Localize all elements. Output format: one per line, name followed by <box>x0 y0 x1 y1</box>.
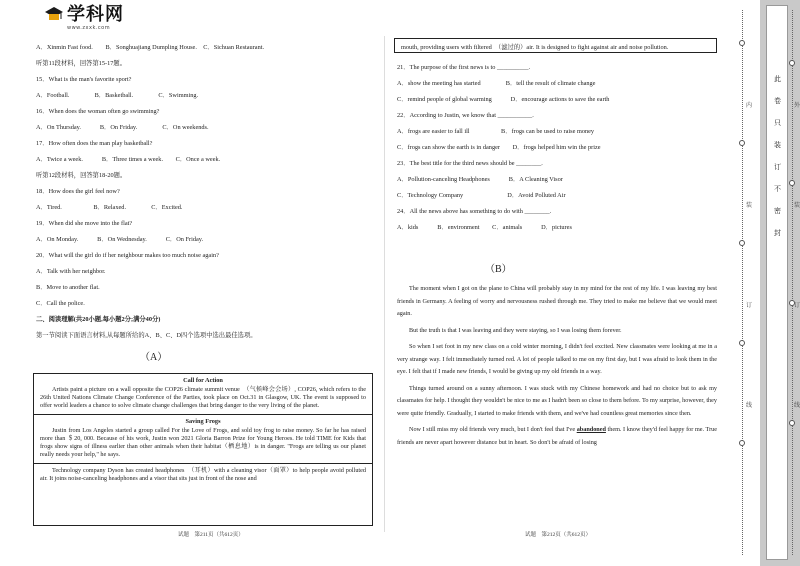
binding-char: 密 <box>774 207 781 215</box>
answer-line: A．Xinmin Fast food. B．Songhuajiang Dumpling House. C．Sichuan Restaurant. <box>36 44 265 51</box>
cut-line-right <box>792 10 793 555</box>
section-b-heading: （B） <box>485 264 512 275</box>
passage-paragraph: The moment when I got on the plane to China will probably stay in my mind for the rest of my life. I was leaving my best friends in Germany. A feeling of worry and nervousness rushed through me. They tried to make me believe that we would meet again. <box>397 285 717 317</box>
answer-line: A．Talk with her neighbor. <box>36 268 106 275</box>
question-line: 21．The purpose of the first news is to __________. <box>397 64 531 71</box>
question-line: 22．According to Justin, we know that ___________. <box>397 112 534 119</box>
box-divider <box>34 414 372 415</box>
answer-line: A．show the meeting has started B．tell the result of climate change <box>397 80 596 87</box>
answer-line: B．Move to another flat. <box>36 284 100 291</box>
section-a-heading: （A） <box>140 352 168 363</box>
box-paragraph: Justin from Los Angeles started a group called For the Love of Frogs, and sold toy frog to raise money. So far he has raised more than ＄20, 000. Because of his work, Justin won 2021 Gloria Barron Prize for Young Heroes. He told TIME for Kids that frogs show signs of illness earlier than other animals when their habitat（栖息地）is in danger. "Frogs are telling us our planet really needs your help," he says. <box>40 427 366 458</box>
instruction-line: 听第12段材料，回答第18-20题。 <box>36 172 127 179</box>
underlined-word: abandoned <box>576 426 606 433</box>
answer-line: A．Tired. B．Relaxed. C．Excited. <box>36 204 183 211</box>
binding-label: 订 <box>746 302 753 309</box>
ring-icon <box>739 440 745 446</box>
ring-icon <box>739 340 745 346</box>
answer-line: A．Football. B．Basketball. C．Swimming. <box>36 92 199 99</box>
binding-char: 此 <box>774 75 781 83</box>
binding-char: 封 <box>774 229 781 237</box>
ring-icon <box>789 60 795 66</box>
page-footer-left: 试题 第211页（共612页） <box>178 532 244 538</box>
question-line: 20．What will the girl do if her neighbour makes too much noise again? <box>36 252 219 259</box>
ring-icon <box>739 240 745 246</box>
answer-line: C．Technology Company D．Avoid Polluted Air <box>397 192 566 199</box>
box-paragraph: Technology company Dyson has created headphones （耳机）with a cleaning visor（面罩）to help people avoid polluted air. It joins noise-canceling headphones and a visor that sits just in front of the nose and <box>40 467 366 482</box>
binding-char: 卷 <box>774 97 781 105</box>
binding-label: 订 <box>794 302 800 309</box>
box-paragraph: Artists paint a picture on a wall opposite the COP26 climate summit venue （气候峰会会场）, COP26, which refers to the 26th United Nations Climate Change Conference of the Parties, took place on Oct.31 in Glasgow, UK. The event is supposed to offer world leaders a chance to solve climate change challenges that bring danger to the very living of the planet. <box>40 386 366 409</box>
passage-paragraph: Things turned around on a sunny afternoon. I was stuck with my Chinese homework and had no choice but to ask my classmates for help. I thought they wouldn't be nice to me as I hadn't been so close to them before. To my surprise, however, they were quite friendly. Gradually, I started to make friends with them, and we've had countless great memories since then. <box>397 384 717 417</box>
answer-line: C．remind people of global warming D．encourage actions to save the earth <box>397 96 610 103</box>
page-footer-right: 试题 第212页（共612页） <box>525 532 592 538</box>
answer-line: A．On Thursday. B．On Friday. C．On weekends. <box>36 124 209 131</box>
question-line: 16．When does the woman often go swimming? <box>36 108 160 115</box>
column-divider <box>384 36 385 532</box>
question-line: 15．What is the man's favorite sport? <box>36 76 132 83</box>
passage-paragraph <box>397 424 717 449</box>
binding-char: 装 <box>774 141 781 149</box>
binding-label: 内 <box>746 102 753 109</box>
box-divider <box>34 463 372 464</box>
passage-paragraph: But the truth is that I was leaving and they were staying, so I was losing them forever. <box>409 326 622 334</box>
passage-text: them. I know they'd feel happy for me. True friends are never apart however distance but in heart. So don't be afraid of losing <box>397 426 717 446</box>
passage-box-a <box>33 373 373 526</box>
answer-line: A．On Monday. B．On Wednesday. C．On Friday. <box>36 236 204 243</box>
answer-line: A．kids B．environment C．animals D．pictures <box>397 224 572 231</box>
ring-icon <box>789 420 795 426</box>
question-line: 17．How often does the man play basketball? <box>36 140 153 147</box>
binding-white-strip <box>766 5 788 560</box>
logo-site: www.zxxk.com <box>67 25 111 31</box>
box-title-call-for-action: Call for Action <box>183 377 223 384</box>
question-line: 23．The best title for the third news should be ________. <box>397 160 543 167</box>
instruction-line: 听第11段材料，回答第15-17题。 <box>36 60 127 67</box>
logo-brand: 学科网 <box>67 4 124 25</box>
graduation-cap-icon <box>44 6 64 24</box>
answer-line: C．Call the police. <box>36 300 85 307</box>
cut-line-left <box>742 10 743 555</box>
question-line: 18．How does the girl feel now? <box>36 188 120 195</box>
binding-label: 装 <box>746 202 753 209</box>
binding-label: 外 <box>794 102 800 109</box>
question-line: 24．All the news above has something to do with ________. <box>397 208 552 215</box>
binding-char: 不 <box>774 185 781 193</box>
logo <box>44 6 124 36</box>
answer-line: A．Twice a week. B．Three times a week. C．Once a week. <box>36 156 221 163</box>
ring-icon <box>739 140 745 146</box>
binding-char: 只 <box>774 119 781 127</box>
binding-label: 线 <box>746 402 753 409</box>
passage-paragraph: So when I set foot in my new class on a cold winter morning, I didn't feel excited. New classmates were looking at me in a very strange way. I felt immediately turned red. A lot of people talked to me on my first day, but I was afraid to look them in the eye. I felt that if I made new friends, I would be giving up my old friends in a way. <box>397 343 717 375</box>
passage-text: Now I still miss my old friends very much, but I don't feel that I've <box>409 426 577 433</box>
answer-line: A．Pollution-canceling Headphones B．A Cleaning Visor <box>397 176 563 183</box>
question-line: 19．When did she move into the flat? <box>36 220 133 227</box>
binding-margin <box>738 0 800 566</box>
ring-icon <box>789 180 795 186</box>
box-paragraph: mouth, providing users with filtered （滤过的）air. It is designed to fight against air and noise pollution. <box>401 44 669 51</box>
binding-char: 订 <box>774 163 781 171</box>
answer-line: A．frogs are easier to fall ill B．frogs can be used to raise money <box>397 128 595 135</box>
part-instructions: 第一节阅读下面语言材料,从每题所给的A、B、C、D四个选项中选出最佳选项。 <box>36 332 257 339</box>
box-title-saving-frogs: Saving Frogs <box>185 418 221 425</box>
answer-line: C．frogs can show the earth is in danger D．frogs helped him win the prize <box>397 144 601 151</box>
part-title: 二、阅读理解(共20小题,每小题2分;满分40分) <box>36 316 161 323</box>
passage-box-a-cont <box>394 38 717 53</box>
binding-label: 装 <box>794 202 800 209</box>
ring-icon <box>739 40 745 46</box>
passage-b <box>397 283 717 449</box>
binding-label: 线 <box>794 402 800 409</box>
